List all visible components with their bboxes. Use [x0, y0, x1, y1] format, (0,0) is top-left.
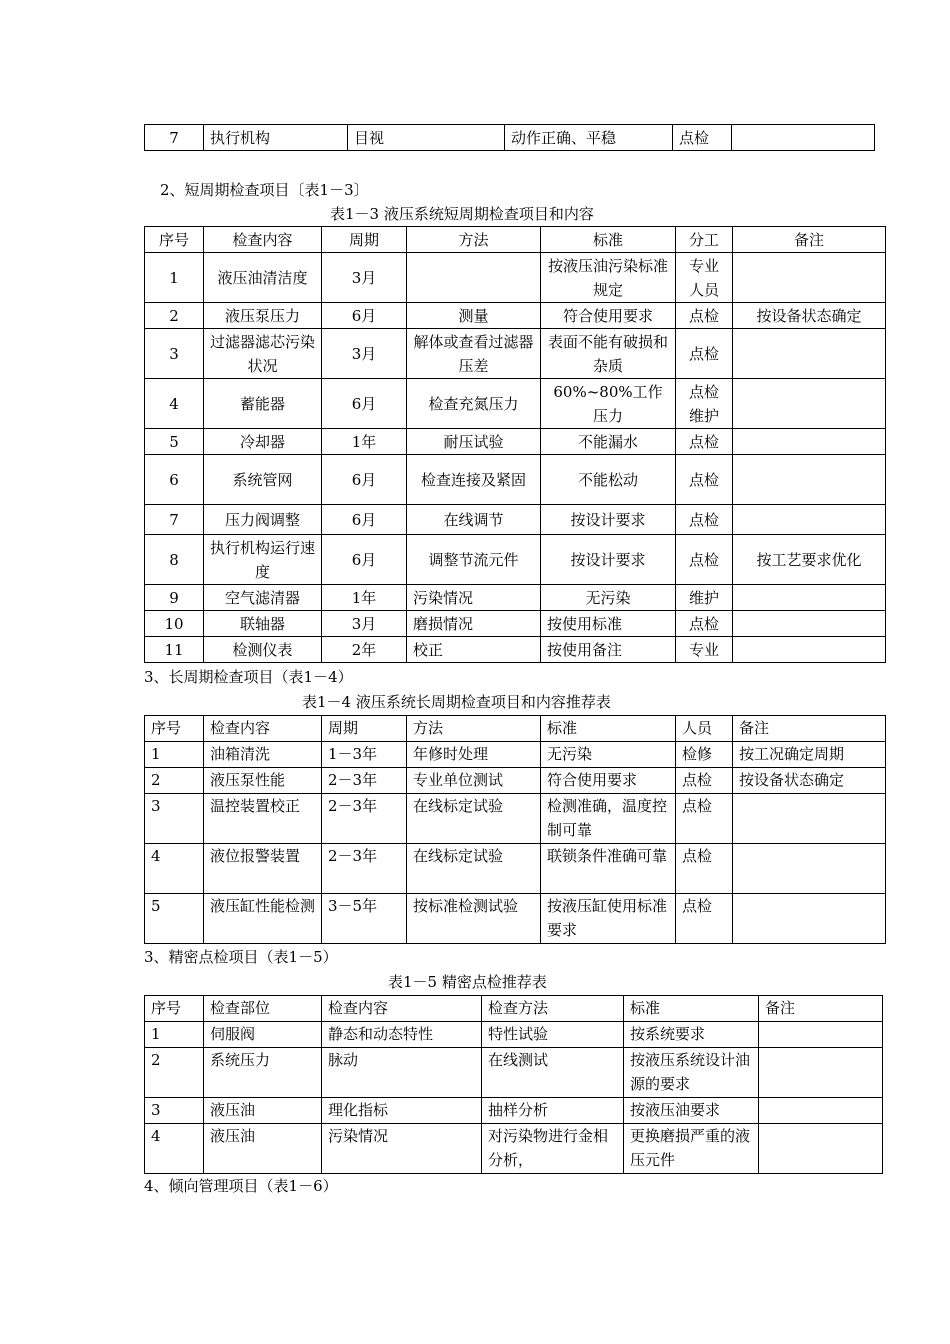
column-header: 检查内容	[204, 227, 322, 253]
table-cell: 按设计要求	[541, 535, 676, 585]
table-cell: 60%~80%工作压力	[541, 379, 676, 429]
table-cell: 蓄能器	[204, 379, 322, 429]
table-caption: 表1－4 液压系统长周期检查项目和内容推荐表	[302, 693, 611, 711]
table-cell: 点检	[673, 125, 732, 151]
table-cell: 2	[145, 303, 204, 329]
table-cell: 点检	[676, 894, 733, 944]
table-cell: 在线标定试验	[407, 844, 541, 894]
table-cell: 4	[145, 1124, 204, 1174]
table-cell: 1年	[322, 585, 407, 611]
table-cell: 按设备状态确定	[733, 768, 886, 794]
table-cell: 符合使用要求	[541, 303, 676, 329]
table-cell: 6月	[322, 303, 407, 329]
table-cell: 9	[145, 585, 204, 611]
table-cell	[759, 1022, 883, 1048]
table-cell: 按液压缸使用标准要求	[541, 894, 676, 944]
table-cell: 伺服阀	[204, 1022, 322, 1048]
table-cell	[733, 611, 886, 637]
table-row	[145, 637, 886, 663]
table-cell: 空气滤清器	[204, 585, 322, 611]
table-cell: 不能松动	[541, 455, 676, 505]
table-cell: 在线标定试验	[407, 794, 541, 844]
table-cell: 11	[145, 637, 204, 663]
table-cell: 专业人员	[676, 253, 733, 303]
table-cell: 按工艺要求优化	[733, 535, 886, 585]
table-cell: 点检	[676, 844, 733, 894]
table-cell: 2－3年	[322, 844, 407, 894]
table-row	[145, 253, 886, 303]
table-cell	[733, 894, 886, 944]
table-row	[145, 1098, 883, 1124]
column-header: 分工	[676, 227, 733, 253]
table-cell: 2－3年	[322, 794, 407, 844]
table-cell: 温控装置校正	[204, 794, 322, 844]
table-header-row	[145, 716, 886, 742]
table-cell: 6月	[322, 455, 407, 505]
column-header: 备注	[759, 996, 883, 1022]
table-cell: 按使用标准	[541, 611, 676, 637]
table-cell: 3	[145, 1098, 204, 1124]
table-cell: 点检	[676, 535, 733, 585]
column-header: 检查部位	[204, 996, 322, 1022]
table-cell: 点检	[676, 505, 733, 535]
section-heading: 3、精密点检项目（表1－5）	[144, 948, 338, 966]
table-cell: 专业单位测试	[407, 768, 541, 794]
table-cell	[733, 379, 886, 429]
table-cell: 5	[145, 429, 204, 455]
table-cell: 6	[145, 455, 204, 505]
table-cell	[759, 1124, 883, 1174]
table-cell: 年修时处理	[407, 742, 541, 768]
table-cell: 液压缸性能检测	[204, 894, 322, 944]
table-cell: 压力阀调整	[204, 505, 322, 535]
table-cell: 7	[145, 505, 204, 535]
table-caption: 表1－3 液压系统短周期检查项目和内容	[330, 205, 594, 223]
column-header: 标准	[624, 996, 759, 1022]
table-row	[145, 611, 886, 637]
table-cell	[733, 844, 886, 894]
table-cell	[733, 585, 886, 611]
table-cell: 更换磨损严重的液压元件	[624, 1124, 759, 1174]
table-cell: 符合使用要求	[541, 768, 676, 794]
table-header-row	[145, 227, 886, 253]
table-cell: 液压油	[204, 1098, 322, 1124]
table-caption: 表1－5 精密点检推荐表	[388, 973, 547, 991]
table-cell: 点检	[676, 611, 733, 637]
table-cell	[733, 253, 886, 303]
table-cell: 在线测试	[482, 1048, 624, 1098]
table-cell: 按使用备注	[541, 637, 676, 663]
section-heading: 3、长周期检查项目（表1－4）	[144, 668, 353, 686]
column-header: 标准	[541, 227, 676, 253]
table-cell: 执行机构	[204, 125, 348, 151]
table-cell: 检测仪表	[204, 637, 322, 663]
table-cell: 无污染	[541, 742, 676, 768]
table-cell: 3月	[322, 329, 407, 379]
table-cell: 在线调节	[407, 505, 541, 535]
table-cell	[733, 637, 886, 663]
table-cell: 磨损情况	[407, 611, 541, 637]
table-cell: 点检	[676, 794, 733, 844]
table-row	[145, 585, 886, 611]
column-header: 方法	[407, 227, 541, 253]
table-row	[145, 844, 886, 894]
table-cell: 1－3年	[322, 742, 407, 768]
table-1-4	[144, 715, 886, 944]
table-cell: 点检	[676, 768, 733, 794]
table-cell: 检测准确，温度控制可靠	[541, 794, 676, 844]
table-cell: 污染情况	[407, 585, 541, 611]
table-cell: 液压泵压力	[204, 303, 322, 329]
table-cell: 测量	[407, 303, 541, 329]
table-cell: 按标准检测试验	[407, 894, 541, 944]
table-cell: 4	[145, 844, 204, 894]
table-cell: 点检	[676, 429, 733, 455]
table-cell: 无污染	[541, 585, 676, 611]
table-cell: 表面不能有破损和杂质	[541, 329, 676, 379]
table-cell: 检查连接及紧固	[407, 455, 541, 505]
table-cell: 4	[145, 379, 204, 429]
table-row	[145, 429, 886, 455]
table-cell: 按工况确定周期	[733, 742, 886, 768]
column-header: 人员	[676, 716, 733, 742]
table-cell: 5	[145, 894, 204, 944]
table-cell: 1年	[322, 429, 407, 455]
table-cell: 校正	[407, 637, 541, 663]
table-cell	[759, 1098, 883, 1124]
table-row	[145, 742, 886, 768]
table-row	[145, 329, 886, 379]
section-heading: 4、倾向管理项目（表1－6）	[144, 1177, 338, 1195]
table-cell	[733, 455, 886, 505]
table-cell: 污染情况	[322, 1124, 482, 1174]
table-header-row	[145, 996, 883, 1022]
table-cell	[732, 125, 875, 151]
table-cell	[407, 253, 541, 303]
table-cell: 联轴器	[204, 611, 322, 637]
table-cell: 7	[145, 125, 204, 151]
table-cell: 执行机构运行速度	[204, 535, 322, 585]
table-cell: 不能漏水	[541, 429, 676, 455]
table-cell: 动作正确、平稳	[505, 125, 673, 151]
table-prev-tail	[144, 124, 875, 151]
table-cell: 对污染物进行金相分析，	[482, 1124, 624, 1174]
table-cell: 6月	[322, 535, 407, 585]
table-cell: 静态和动态特性	[322, 1022, 482, 1048]
table-cell: 解体或查看过滤器压差	[407, 329, 541, 379]
table-cell: 点检维护	[676, 379, 733, 429]
table-cell: 检查充氮压力	[407, 379, 541, 429]
table-cell: 联锁条件准确可靠	[541, 844, 676, 894]
table-cell: 1	[145, 742, 204, 768]
column-header: 方法	[407, 716, 541, 742]
column-header: 检查方法	[482, 996, 624, 1022]
table-row	[145, 794, 886, 844]
column-header: 备注	[733, 227, 886, 253]
column-header: 序号	[145, 227, 204, 253]
table-row	[145, 768, 886, 794]
table-cell: 3	[145, 329, 204, 379]
table-cell	[733, 429, 886, 455]
table-cell: 按设计要求	[541, 505, 676, 535]
table-cell: 脉动	[322, 1048, 482, 1098]
table-cell: 油箱清洗	[204, 742, 322, 768]
table-cell: 按液压油污染标准规定	[541, 253, 676, 303]
table-cell: 3月	[322, 253, 407, 303]
table-cell	[759, 1048, 883, 1098]
table-cell: 10	[145, 611, 204, 637]
table-cell: 按液压油要求	[624, 1098, 759, 1124]
table-cell: 1	[145, 1022, 204, 1048]
table-cell	[733, 329, 886, 379]
table-row	[145, 455, 886, 505]
table-cell: 点检	[676, 329, 733, 379]
table-row	[145, 894, 886, 944]
table-cell: 液压油	[204, 1124, 322, 1174]
table-row	[145, 505, 886, 535]
table-1-3	[144, 226, 886, 663]
table-cell: 6月	[322, 379, 407, 429]
column-header: 标准	[541, 716, 676, 742]
table-cell: 特性试验	[482, 1022, 624, 1048]
table-cell: 检修	[676, 742, 733, 768]
table-cell: 2	[145, 768, 204, 794]
table-cell: 1	[145, 253, 204, 303]
table-cell: 维护	[676, 585, 733, 611]
table-cell: 液压泵性能	[204, 768, 322, 794]
column-header: 序号	[145, 996, 204, 1022]
table-cell: 3	[145, 794, 204, 844]
table-cell: 6月	[322, 505, 407, 535]
table-cell: 冷却器	[204, 429, 322, 455]
column-header: 周期	[322, 716, 407, 742]
table-cell: 液位报警装置	[204, 844, 322, 894]
table-cell: 3－5年	[322, 894, 407, 944]
table-row	[145, 125, 875, 151]
table-cell: 系统管网	[204, 455, 322, 505]
table-cell: 理化指标	[322, 1098, 482, 1124]
table-cell: 抽样分析	[482, 1098, 624, 1124]
table-cell: 液压油清洁度	[204, 253, 322, 303]
table-cell: 按液压系统设计油源的要求	[624, 1048, 759, 1098]
table-cell: 专业	[676, 637, 733, 663]
table-cell: 点检	[676, 455, 733, 505]
table-row	[145, 1022, 883, 1048]
table-cell: 8	[145, 535, 204, 585]
table-row	[145, 1124, 883, 1174]
column-header: 检查内容	[204, 716, 322, 742]
table-cell: 耐压试验	[407, 429, 541, 455]
table-cell: 调整节流元件	[407, 535, 541, 585]
column-header: 周期	[322, 227, 407, 253]
table-row	[145, 1048, 883, 1098]
table-cell: 2	[145, 1048, 204, 1098]
column-header: 序号	[145, 716, 204, 742]
table-cell: 3月	[322, 611, 407, 637]
table-row	[145, 303, 886, 329]
table-cell: 目视	[348, 125, 505, 151]
table-row	[145, 535, 886, 585]
table-cell	[733, 794, 886, 844]
column-header: 备注	[733, 716, 886, 742]
table-cell: 2年	[322, 637, 407, 663]
table-cell	[733, 505, 886, 535]
table-cell: 按系统要求	[624, 1022, 759, 1048]
table-1-5	[144, 995, 883, 1174]
table-cell: 系统压力	[204, 1048, 322, 1098]
table-cell: 过滤器滤芯污染状况	[204, 329, 322, 379]
section-heading: 2、短周期检查项目〔表1－3〕	[160, 181, 369, 199]
table-cell: 点检	[676, 303, 733, 329]
table-cell: 2－3年	[322, 768, 407, 794]
column-header: 检查内容	[322, 996, 482, 1022]
table-row	[145, 379, 886, 429]
table-cell: 按设备状态确定	[733, 303, 886, 329]
